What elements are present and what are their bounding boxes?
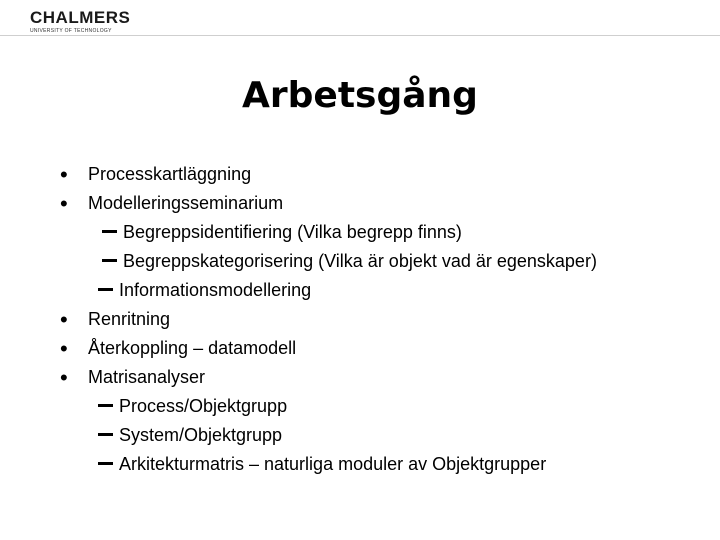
dash-icon xyxy=(98,288,113,291)
list-subitem-text: Begreppsidentifiering (Vilka begrepp finns) xyxy=(123,222,462,242)
list-item-text: Renritning xyxy=(88,309,171,329)
list-subitem xyxy=(98,276,311,305)
chalmers-logo xyxy=(30,9,130,34)
slide-title: Arbetsgång xyxy=(242,75,478,116)
dash-icon xyxy=(102,230,117,233)
list-item-text: Återkoppling – datamodell xyxy=(88,338,297,358)
list-subitem xyxy=(98,392,287,421)
list-subitem-text: System/Objektgrupp xyxy=(119,425,283,445)
list-subitem xyxy=(98,421,282,450)
logo-subtitle: UNIVERSITY OF TECHNOLOGY xyxy=(30,28,112,34)
list-subitem xyxy=(98,450,546,479)
bullet-dot-icon: • xyxy=(60,162,68,187)
dash-icon xyxy=(102,259,117,262)
dash-icon xyxy=(98,462,113,465)
dash-icon xyxy=(98,433,113,436)
bullet-dot-icon: • xyxy=(60,307,68,332)
list-subitem-text: Informationsmodellering xyxy=(119,280,312,300)
list-subitem xyxy=(102,247,597,276)
bullet-dot-icon: • xyxy=(60,365,68,390)
list-item-text: Processkartläggning xyxy=(88,164,252,184)
logo-wordmark: CHALMERS xyxy=(30,8,131,27)
list-item-text: Modelleringsseminarium xyxy=(88,193,284,213)
list-subitem xyxy=(102,218,462,247)
header-divider xyxy=(0,35,720,36)
bullet-dot-icon: • xyxy=(60,336,68,361)
bullet-dot-icon: • xyxy=(60,191,68,216)
list-subitem-text: Begreppskategorisering (Vilka är objekt vad är egenskaper) xyxy=(123,251,597,271)
list-subitem-text: Arkitekturmatris – naturliga moduler av Objektgrupper xyxy=(119,454,547,474)
list-subitem-text: Process/Objektgrupp xyxy=(119,396,288,416)
list-item-text: Matrisanalyser xyxy=(88,367,206,387)
dash-icon xyxy=(98,404,113,407)
